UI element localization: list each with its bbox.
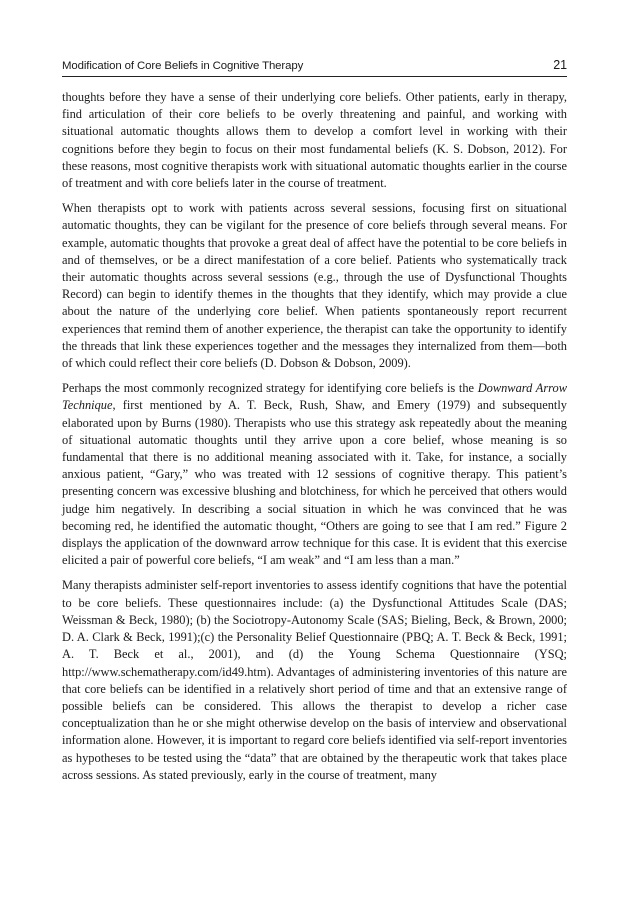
body-text [62, 89, 567, 784]
paragraph-3-lead: Perhaps the most commonly recognized strategy for identifying core beliefs is the [62, 381, 478, 396]
running-title: Modification of Core Beliefs in Cognitive Therapy [62, 60, 304, 72]
paragraph-3 [62, 380, 567, 569]
paragraph-4: Many therapists administer self-report inventories to assess identify cognitions that have the potential to be core beliefs. These questionnaires include: (a) the Dysfunctional Attitudes Scale (DAS; Weissman & Beck, 1980); (b) the Sociotropy-Autonomy Scale (SAS; Bieling, Beck, & Brown, 2000; D. A. Clark & Beck, 1991);(c) the Personality Belief Questionnaire (PBQ; A. T. Beck & Beck, 1991; A. T. Beck et al., 2001), and (d) the Young Schema Questionnaire (YSQ; http://www.schematherapy.com/id49.htm). Advantages of administering inventories of this nature are that core beliefs can be identified in a relatively short period of time and that an extensive range of possible beliefs can be considered. This allows the therapist to develop a richer case conceptualization than he or she might otherwise develop on the basis of interview and observational information alone. However, it is important to regard core beliefs identified via self-report inventories as hypotheses to be tested using the “data” that are obtained by the therapeutic work that takes place across sessions. As stated previously, early in the course of treatment, many [62, 578, 567, 782]
running-header [62, 58, 567, 77]
page [62, 58, 567, 792]
paragraph-1: thoughts before they have a sense of their underlying core beliefs. Other patients, early in therapy, find articulation of their core beliefs to be overly threatening and painful, and working with situational automatic thoughts allows them to develop a comfort level in working with their cognitions before they begin to focus on their most fundamental beliefs (K. S. Dobson, 2012). For these reasons, most cognitive therapists work with situational automatic thoughts earlier in the course of treatment and with core beliefs later in the course of treatment. [62, 90, 567, 191]
downward-arrow-technique-term: Downward Arrow Technique [62, 381, 567, 413]
paragraph-2: When therapists opt to work with patients across several sessions, focusing first on situational automatic thoughts, they can be vigilant for the presence of core beliefs through several means. For example, automatic thoughts that provoke a great deal of affect have the potential to be core beliefs in and of themselves, or be a direct manifestation of a core belief. Patients who systematically track their automatic thoughts across several sessions (e.g., through the use of Dysfunctional Thoughts Record) can begin to identify themes in the thoughts that they identify, which may provide a clue about the nature of the underlying core belief. When patients spontaneously report recurrent experiences that remind them of another experience, the therapist can take the opportunity to identify the threads that link these experiences together and the messages they internalized from them—both of which could reflect their core beliefs (D. Dobson & Dobson, 2009). [62, 201, 567, 371]
paragraph-3-rest: , first mentioned by A. T. Beck, Rush, Shaw, and Emery (1979) and subsequently elaborated upon by Burns (1980). Therapists who use this strategy ask repeatedly about the meaning of situational automatic thoughts until they arrive upon a core belief, whose meaning is so fundamental that there is no additional meaning associated with it. Take, for instance, a socially anxious patient, “Gary,” who was treated with 12 sessions of cognitive therapy. This patient’s presenting concern was excessive blushing and blotchiness, for which he perceived that others would judge him negatively. In describing a social situation in which he was convinced that he was becoming red, he identified the automatic thought, “Others are going to see that I am red.” Figure 2 displays the application of the downward arrow technique for this case. It is evident that this exercise elicited a pair of powerful core beliefs, “I am weak” and “I am less than a man.” [62, 398, 567, 568]
page-number: 21 [553, 58, 567, 72]
